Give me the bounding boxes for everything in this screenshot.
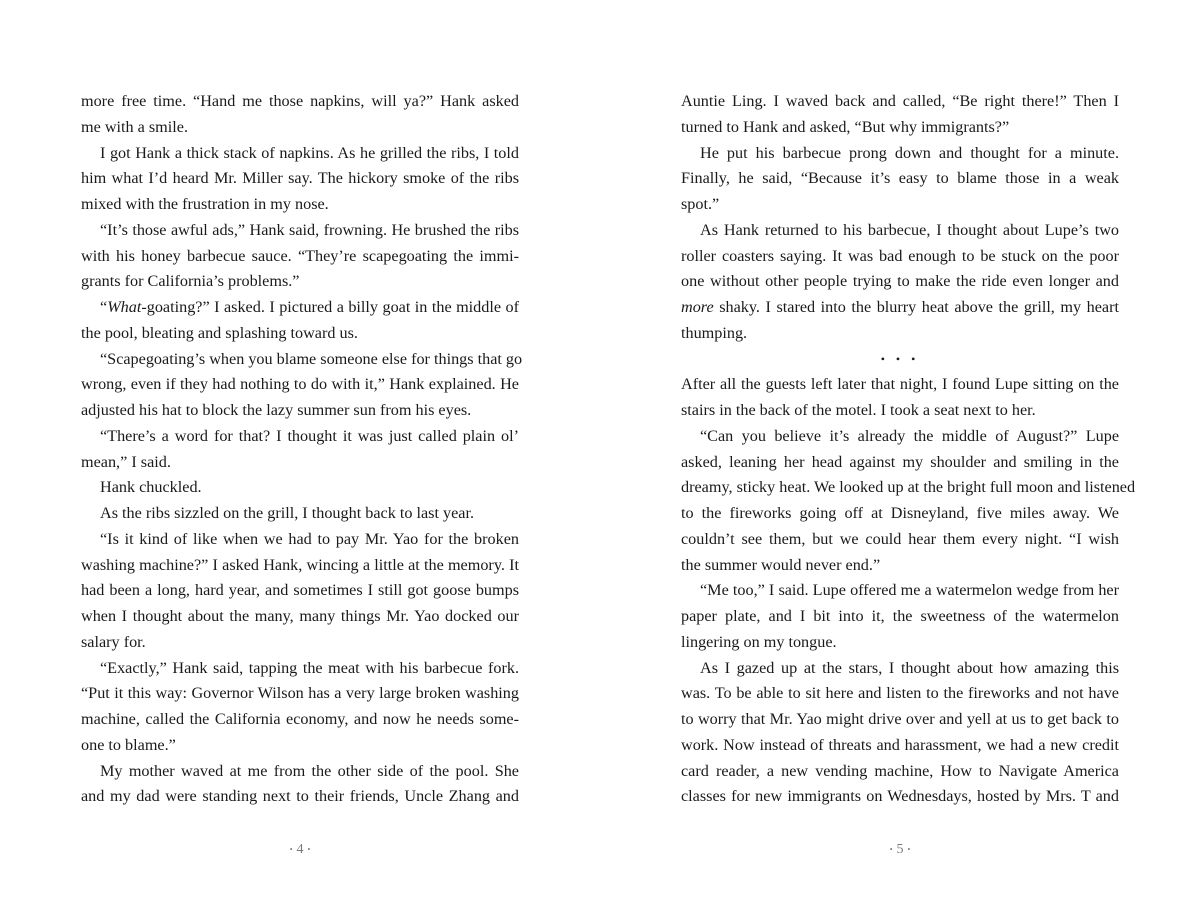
text-line: more free time. “Hand me those napkins, will ya?” Hank asked bbox=[81, 92, 519, 110]
text-line: My mother waved at me from the other side of the pool. She bbox=[100, 761, 519, 780]
right-page-number: • 5 • bbox=[889, 842, 911, 857]
text-line: mean,” I said. bbox=[81, 452, 171, 471]
text-line: adjusted his hat to block the lazy summer sun from his eyes. bbox=[81, 401, 472, 419]
text-line: mixed with the frustration in my nose. bbox=[81, 195, 329, 213]
text-line: “What-goating?” I asked. I pictured a billy goat in the middle of bbox=[100, 298, 519, 316]
text-line: “Is it kind of like when we had to pay Mr. Yao for the broken bbox=[100, 529, 519, 548]
text-line: I got Hank a thick stack of napkins. As he grilled the ribs, I told bbox=[100, 143, 519, 162]
text-line: one without other people trying to make the ride even longer and bbox=[681, 272, 1119, 291]
text-line: the summer would never end.” bbox=[681, 555, 881, 574]
text-line: spot.” bbox=[681, 195, 720, 213]
left-page-number-value: 4 bbox=[296, 842, 304, 857]
text-line: Hank chuckled. bbox=[100, 478, 202, 497]
text-line: “Me too,” I said. Lupe offered me a watermelon wedge from her bbox=[700, 581, 1119, 600]
text-line: couldn’t see them, but we could hear them every night. “I wish bbox=[681, 529, 1119, 548]
text-line: dreamy, sticky heat. We looked up at the bright full moon and listened bbox=[681, 478, 1136, 497]
text-line: “Exactly,” Hank said, tapping the meat with his barbecue fork. bbox=[100, 658, 519, 677]
text-line: “There’s a word for that? I thought it was just called plain ol’ bbox=[100, 426, 519, 445]
text-line: “It’s those awful ads,” Hank said, frowning. He brushed the ribs bbox=[100, 220, 519, 239]
text-line: asked, leaning her head against my shoulder and smiling in the bbox=[681, 452, 1119, 471]
text-line: Finally, he said, “Because it’s easy to blame those in a weak bbox=[681, 169, 1119, 188]
text-line: classes for new immigrants on Wednesdays, hosted by Mrs. T and bbox=[681, 787, 1119, 806]
text-line: was. To be able to sit here and listen to the fireworks and not have bbox=[681, 684, 1119, 703]
text-line: to the fireworks going off at Disneyland, five miles away. We bbox=[681, 504, 1119, 522]
text-line: roller coasters saying. It was bad enough to be stuck on the poor bbox=[681, 246, 1119, 265]
text-line: turned to Hank and asked, “But why immigrants?” bbox=[681, 117, 1010, 136]
text-line: salary for. bbox=[81, 632, 146, 651]
text-line: the pool, bleating and splashing toward us. bbox=[81, 323, 358, 342]
text-line: him what I’d heard Mr. Miller say. The hickory smoke of the ribs bbox=[81, 169, 519, 188]
text-line: “Scapegoating’s when you blame someone else for things that go bbox=[100, 349, 523, 368]
text-line: As Hank returned to his barbecue, I thought about Lupe’s two bbox=[700, 220, 1119, 239]
text-line: “Put it this way: Governor Wilson has a very large broken washing bbox=[81, 684, 519, 703]
text-line: “Can you believe it’s already the middle of August?” Lupe bbox=[700, 426, 1119, 445]
text-line: work. Now instead of threats and harassment, we had a new credit bbox=[681, 735, 1119, 754]
left-page-number: • 4 • bbox=[289, 842, 311, 857]
section-break: • • • bbox=[880, 351, 920, 366]
text-line: As I gazed up at the stars, I thought about how amazing this bbox=[700, 658, 1119, 677]
text-line: stairs in the back of the motel. I took a seat next to her. bbox=[681, 401, 1036, 419]
right-page-text bbox=[681, 89, 1136, 810]
emphasized-word: What bbox=[107, 298, 142, 316]
text-line: with his honey barbecue sauce. “They’re scapegoating the immi- bbox=[81, 246, 519, 265]
text-line: card reader, a new vending machine, How to Navigate America bbox=[681, 761, 1119, 780]
text-line: washing machine?” I asked Hank, wincing a little at the memory. It bbox=[81, 555, 519, 574]
right-page-number-value: 5 bbox=[896, 842, 904, 857]
text-line: lingering on my tongue. bbox=[681, 632, 837, 651]
text-line: paper plate, and I bit into it, the sweetness of the watermelon bbox=[681, 607, 1119, 625]
left-page-text bbox=[81, 89, 523, 810]
emphasized-word: more bbox=[681, 298, 714, 316]
text-line: more shaky. I stared into the blurry heat above the grill, my heart bbox=[681, 298, 1119, 316]
text-line: and my dad were standing next to their friends, Uncle Zhang and bbox=[81, 787, 519, 806]
text-line: one to blame.” bbox=[81, 735, 176, 754]
text-line: He put his barbecue prong down and thought for a minute. bbox=[700, 143, 1119, 162]
text-line: As the ribs sizzled on the grill, I thought back to last year. bbox=[100, 504, 475, 522]
text-line: when I thought about the many, many things Mr. Yao docked our bbox=[81, 607, 519, 625]
text-line: me with a smile. bbox=[81, 117, 188, 136]
text-line: After all the guests left later that night, I found Lupe sitting on the bbox=[681, 375, 1119, 394]
text-line: thumping. bbox=[681, 323, 748, 342]
text-line: had been a long, hard year, and sometimes I still got goose bumps bbox=[81, 581, 519, 600]
text-line: grants for California’s problems.” bbox=[81, 272, 300, 291]
text-line: to worry that Mr. Yao might drive over and yell at us to get back to bbox=[681, 710, 1119, 728]
text-line: Auntie Ling. I waved back and called, “Be right there!” Then I bbox=[681, 92, 1119, 110]
text-line: wrong, even if they had nothing to do with it,” Hank explained. He bbox=[81, 375, 519, 394]
text-line: machine, called the California economy, and now he needs some- bbox=[81, 710, 519, 728]
